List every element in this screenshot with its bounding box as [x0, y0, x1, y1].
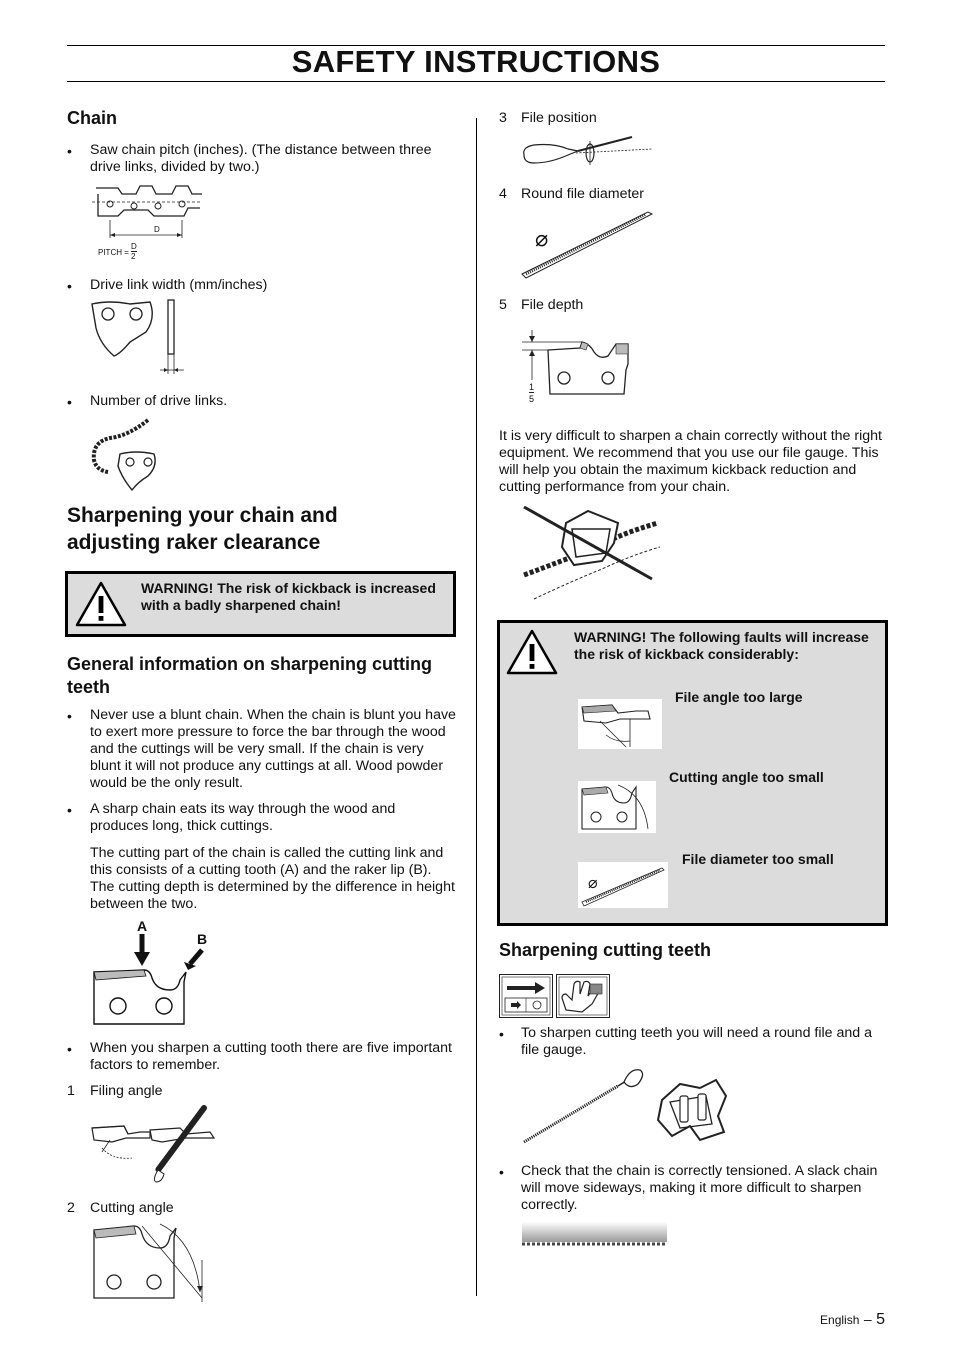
- general-info-heading-text: General information on sharpening cutting teeth: [67, 654, 433, 697]
- warning-triangle-icon: [75, 581, 127, 627]
- file-angle-too-large-image: [578, 699, 662, 749]
- pitch-d-label: D: [154, 225, 160, 234]
- file-depth-illustration: [520, 330, 635, 406]
- pitch-formula-denominator: 2: [131, 252, 136, 261]
- factor-4-number: 4: [499, 186, 507, 202]
- file-depth-numerator: 1: [529, 382, 535, 392]
- bullet-dot: •: [67, 1041, 72, 1057]
- cutting-angle-too-small-image: [578, 781, 656, 833]
- fault-cutting-angle-too-small: Cutting angle too small: [669, 769, 824, 785]
- bullet-dot: •: [499, 1164, 504, 1180]
- factor-2-number: 2: [67, 1200, 75, 1216]
- cutting-part-paragraph: The cutting part of the chain is called the cutting link and this consists of a cutting tooth (A) and the raker lip (B). The cutting depth is determined by the difference in height between the two.: [90, 845, 455, 912]
- diameter-symbol-icon: ⌀: [535, 226, 549, 251]
- tensioned-chain-photo: [522, 1222, 667, 1250]
- round-file-and-gauge-illustration: [520, 1066, 732, 1146]
- sharpening-chain-heading-line1: Sharpening your chain and: [67, 504, 338, 527]
- file-depth-denominator: 5: [529, 394, 535, 404]
- sharpening-teeth-heading: Sharpening cutting teeth: [499, 940, 712, 960]
- header-rule-bottom: [67, 81, 885, 82]
- cutting-angle-illustration: [90, 1220, 215, 1302]
- file-gauge-paragraph: It is very difficult to sharpen a chain correctly without the right equipment. We recommend that you use our file gauge. This will help you obtain the maximum kickback reduction and cutting performance from your chain.: [499, 428, 882, 495]
- sharpening-bullet-tension: Check that the chain is correctly tensioned. A slack chain will move sideways, making it more difficult to sharpen correctly.: [521, 1163, 878, 1213]
- kickback-faults-warning-text: WARNING! The following faults will increase the risk of kickback considerably:: [574, 629, 869, 662]
- pitch-formula-numerator: D: [131, 242, 137, 251]
- general-bullet-blunt: Never use a blunt chain. When the chain is blunt you have to exert more pressure to force the bar through the wood and the cuttings will be very small. If the chain is very blunt it will not produce any cuttings at all. Wood powder would be the only result.: [90, 707, 456, 791]
- label-b: B: [197, 931, 208, 947]
- diameter-symbol-icon: ⌀: [588, 875, 598, 892]
- chain-heading: Chain: [67, 108, 118, 128]
- bullet-dot: •: [67, 278, 72, 294]
- fault-file-angle-too-large: File angle too large: [675, 689, 803, 705]
- sharpening-chain-heading-line2: adjusting raker clearance: [67, 531, 321, 554]
- factor-5-number: 5: [499, 297, 507, 313]
- bullet-dot: •: [67, 708, 72, 724]
- bullet-dot: •: [67, 802, 72, 818]
- label-a: A: [137, 918, 148, 934]
- general-info-heading: [67, 653, 457, 699]
- bullet-dot: •: [67, 143, 72, 159]
- read-manual-icon: [499, 974, 553, 1018]
- factor-4-label: Round file diameter: [521, 186, 645, 202]
- file-position-illustration: [520, 133, 655, 169]
- drive-link-illustration: [90, 298, 190, 378]
- kickback-faults-warning-box: [497, 620, 888, 926]
- drive-links-count-illustration: [88, 416, 163, 492]
- footer-language: English: [820, 1313, 860, 1327]
- factor-1-number: 1: [67, 1083, 75, 1099]
- sharpening-bullet-tools: To sharpen cutting teeth you will need a round file and a file gauge.: [521, 1025, 872, 1058]
- pitch-formula-label: PITCH =: [98, 248, 129, 257]
- page-title: SAFETY INSTRUCTIONS: [291, 44, 661, 79]
- five-factors-bullet: When you sharpen a cutting tooth there are five important factors to remember.: [90, 1040, 452, 1073]
- chain-bullet-count: Number of drive links.: [90, 393, 228, 409]
- chain-bullet-width: Drive link width (mm/inches): [90, 277, 268, 293]
- factor-5-label: File depth: [521, 297, 584, 313]
- footer-page-number: 5: [876, 1311, 885, 1328]
- cutting-link-illustration: [90, 932, 220, 1028]
- kickback-warning-box: [65, 571, 456, 637]
- warning-triangle-icon: [506, 629, 558, 675]
- file-gauge-in-use-illustration: [522, 503, 662, 603]
- footer-dash: –: [863, 1311, 872, 1327]
- bullet-dot: •: [67, 394, 72, 410]
- filing-angle-illustration: [90, 1104, 220, 1184]
- footer: [780, 1311, 885, 1329]
- protective-gloves-icon: [556, 974, 610, 1018]
- fault-file-diameter-too-small: File diameter too small: [682, 851, 834, 867]
- factor-2-label: Cutting angle: [90, 1200, 174, 1216]
- bullet-dot: •: [499, 1026, 504, 1042]
- general-bullet-sharp: A sharp chain eats its way through the wood and produces long, thick cuttings.: [90, 801, 396, 834]
- factor-1-label: Filing angle: [90, 1083, 163, 1099]
- column-divider: [476, 118, 477, 1296]
- chain-bullet-pitch: Saw chain pitch (inches). (The distance between three drive links, divided by two.): [90, 142, 432, 175]
- factor-3-number: 3: [499, 110, 507, 126]
- kickback-warning-text: WARNING! The risk of kickback is increased with a badly sharpened chain!: [141, 580, 436, 613]
- factor-3-label: File position: [521, 110, 597, 126]
